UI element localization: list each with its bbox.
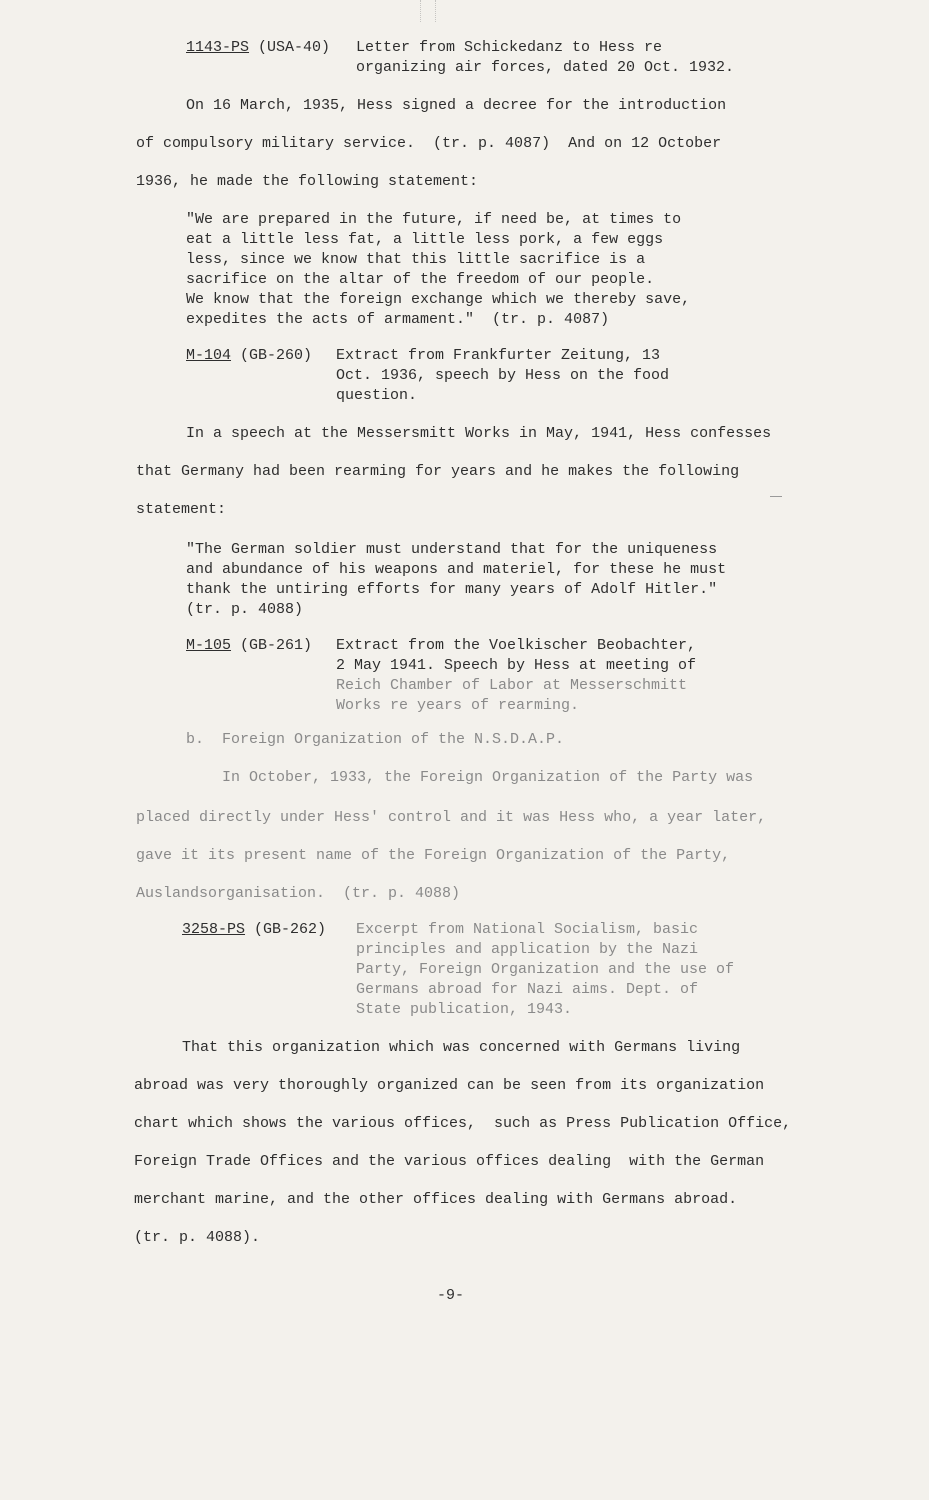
exhibit-description: 2 May 1941. Speech by Hess at meeting of [336,657,697,674]
exhibit-description: Reich Chamber of Labor at Messerschmitt [336,677,688,694]
quote-line: We know that the foreign exchange which we thereby save, [186,291,691,308]
exhibit-m104-ref-line [186,346,312,365]
quote-line: "We are prepared in the future, if need be, at times to [186,211,682,228]
body-text-line: that Germany had been rearming for years and he makes the following [136,463,740,480]
body-text-line: chart which shows the various offices, such as Press Publication Office, [134,1115,792,1132]
exhibit-description: question. [336,387,418,404]
body-text-line: That this organization which was concerned with Germans living [182,1039,741,1056]
body-text-line: placed directly under Hess' control and it was Hess who, a year later, [136,809,767,826]
exhibit-number: (GB-261) [240,637,313,654]
section-heading: b. Foreign Organization of the N.S.D.A.P. [186,731,565,748]
exhibit-number: (USA-40) [258,39,331,56]
quote-line: and abundance of his weapons and materiel, for these he must [186,561,727,578]
quote-line: "The German soldier must understand that for the uniqueness [186,541,718,558]
exhibit-description: Oct. 1936, speech by Hess on the food [336,367,670,384]
exhibit-m105-ref-line [186,636,312,655]
exhibit-ref: 1143-PS [186,39,250,56]
body-text-line: merchant marine, and the other offices dealing with Germans abroad. [134,1191,738,1208]
exhibit-number: (GB-260) [240,347,313,364]
punch-hole-mark [420,0,436,22]
exhibit-description: Extract from Frankfurter Zeitung, 13 [336,347,661,364]
exhibit-description: Extract from the Voelkischer Beobachter, [336,637,697,654]
exhibit-ref: M-104 [186,347,232,364]
body-text-line: abroad was very thoroughly organized can be seen from its organization [134,1077,765,1094]
exhibit-description: Party, Foreign Organization and the use of [356,961,735,978]
body-text-line: On 16 March, 1935, Hess signed a decree for the introduction [186,97,727,114]
exhibit-description: principles and application by the Nazi [356,941,699,958]
exhibit-description: Letter from Schickedanz to Hess re [356,39,663,56]
body-text-line: Foreign Trade Offices and the various offices dealing with the German [134,1153,765,1170]
exhibit-ref: 3258-PS [182,921,246,938]
quote-line: eat a little less fat, a little less pork, a few eggs [186,231,664,248]
exhibit-ref: M-105 [186,637,232,654]
exhibit-1143-ref-line [186,38,330,57]
margin-mark [770,496,782,497]
exhibit-description: Germans abroad for Nazi aims. Dept. of [356,981,699,998]
body-text-line: Auslandsorganisation. (tr. p. 4088) [136,885,461,902]
exhibit-description: Excerpt from National Socialism, basic [356,921,699,938]
body-text-line: of compulsory military service. (tr. p. 4087) And on 12 October [136,135,722,152]
exhibit-number: (GB-262) [254,921,327,938]
quote-line: thank the untiring efforts for many years of Adolf Hitler." [186,581,718,598]
quote-line: less, since we know that this little sacrifice is a [186,251,646,268]
body-text-line: (tr. p. 4088). [134,1229,261,1246]
exhibit-description: State publication, 1943. [356,1001,573,1018]
body-text-line: 1936, he made the following statement: [136,173,479,190]
quote-line: (tr. p. 4088) [186,601,304,618]
body-text-line: In a speech at the Messersmitt Works in May, 1941, Hess confesses [186,425,772,442]
exhibit-description: organizing air forces, dated 20 Oct. 1932. [356,59,735,76]
quote-line: expedites the acts of armament." (tr. p. 4087) [186,311,610,328]
body-text-line: statement: [136,501,227,518]
exhibit-description: Works re years of rearming. [336,697,580,714]
page-number: -9- [437,1287,465,1304]
exhibit-3258-ref-line [182,920,326,939]
body-text-line: gave it its present name of the Foreign Organization of the Party, [136,847,731,864]
quote-line: sacrifice on the altar of the freedom of our people. [186,271,655,288]
body-text-line: In October, 1933, the Foreign Organization of the Party was [222,769,754,786]
